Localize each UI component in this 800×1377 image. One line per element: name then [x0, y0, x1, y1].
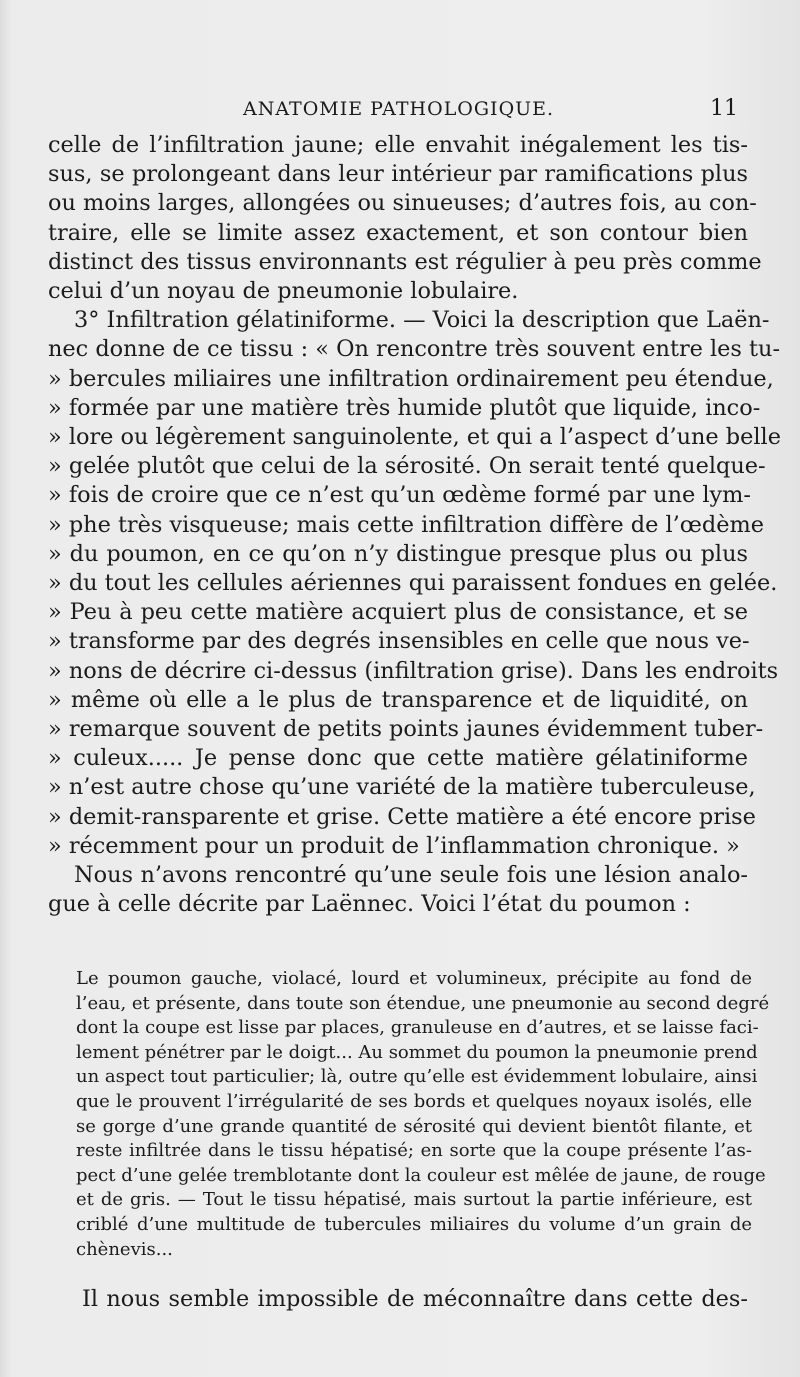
case-line: Le poumon gauche, violacé, lourd et volumineux, précipite au fond de	[76, 968, 752, 989]
quote-line: » du tout les cellules aériennes qui paraissent fondues en gelée.	[48, 570, 778, 597]
text-line: traire, elle se limite assez exactement, et son contour bien	[48, 219, 748, 246]
case-line: un aspect tout particulier; là, outre qu’elle est évidemment lobulaire, ainsi	[76, 1066, 758, 1088]
quote-line: » transforme par des degrés insensibles en celle que nous ve-	[48, 628, 750, 655]
quote-line: » même où elle a le plus de transparence et de liquidité, on	[48, 686, 748, 713]
text-line: 3° Infiltration gélatiniforme. — Voici la description que Laën-	[74, 307, 770, 334]
text-line: celle de l’infiltration jaune; elle envahit inégalement les tis-	[48, 132, 748, 158]
case-line: criblé d’une multitude de tubercules miliaires du volume d’un grain de	[76, 1213, 752, 1235]
quote-line: » remarque souvent de petits points jaunes évidemment tuber-	[48, 716, 764, 743]
case-line: chènevis...	[76, 1238, 173, 1260]
quote-line: » phe très visqueuse; mais cette infiltration diffère de l’œdème	[48, 511, 764, 538]
text-line: Nous n’avons rencontré qu’une seule fois une lésion analo-	[74, 862, 748, 889]
quote-line: » formée par une matière très humide plutôt que liquide, inco-	[48, 394, 761, 421]
text-line: celui d’un noyau de pneumonie lobulaire.	[48, 278, 519, 305]
text-line: sus, se prolongeant dans leur intérieur par ramifications plus	[48, 161, 748, 188]
quote-line: » nons de décrire ci-dessus (infiltration grise). Dans les endroits	[48, 657, 779, 684]
case-line: pect d’une gelée tremblotante dont la couleur est mêlée de jaune, de rouge	[76, 1164, 766, 1186]
quote-line: » récemment pour un produit de l’inflammation chronique. »	[48, 832, 740, 859]
quote-line: » demit-ransparente et grise. Cette matière a été encore prise	[48, 803, 756, 830]
case-line: lement pénétrer par le doigt... Au sommet du poumon la pneumonie prend	[76, 1041, 758, 1063]
text-line: gue à celle décrite par Laënnec. Voici l’état du poumon :	[48, 891, 691, 918]
case-line: dont la coupe est lisse par places, granuleuse en d’autres, et se laisse faci-	[76, 1017, 759, 1039]
text-line: distinct des tissus environnants est régulier à peu près comme	[48, 248, 762, 275]
text-line: Il nous semble impossible de méconnaître dans cette des-	[82, 1286, 748, 1312]
case-line: et de gris. — Tout le tissu hépatisé, mais surtout la partie inférieure, est	[76, 1189, 752, 1211]
text-line: nec donne de ce tissu : « On rencontre très souvent entre les tu-	[48, 336, 781, 363]
case-line: reste infiltrée dans le tissu hépatisé; en sorte que la coupe présente l’as-	[76, 1140, 752, 1162]
case-line: l’eau, et présente, dans toute son étendue, une pneumonie au second degré	[76, 992, 770, 1014]
quote-line: » Peu à peu cette matière acquiert plus de consistance, et se	[48, 599, 748, 626]
running-title: ANATOMIE PATHOLOGIQUE.	[243, 98, 555, 120]
quote-line: » du poumon, en ce qu’on n’y distingue presque plus ou plus	[48, 540, 748, 567]
quote-line: » lore ou légèrement sanguinolente, et qui a l’aspect d’une belle	[48, 424, 781, 451]
page-number: 11	[710, 96, 738, 121]
case-line: se gorge d’une grande quantité de sérosité qui devient bientôt filante, et	[76, 1115, 752, 1137]
text-line: ou moins larges, allongées ou sinueuses; d’autres fois, au con-	[48, 190, 757, 217]
main-text	[48, 131, 781, 919]
quote-line: » gelée plutôt que celui de la sérosité. On serait tenté quelque-	[48, 453, 766, 480]
case-observation	[76, 967, 770, 1262]
quote-line: » bercules miliaires une infiltration ordinairement peu étendue,	[48, 365, 774, 392]
case-line: que le prouvent l’irrégularité de ses bords et quelques noyaux isolés, elle	[76, 1090, 752, 1112]
quote-line: » fois de croire que ce n’est qu’un œdème formé par une lym-	[48, 482, 751, 509]
quote-line: » n’est autre chose qu’une variété de la matière tuberculeuse,	[48, 774, 756, 801]
quote-line: » culeux..... Je pense donc que cette matière gélatiniforme	[48, 745, 748, 772]
running-header	[48, 98, 748, 128]
closing-paragraph	[82, 1285, 748, 1314]
